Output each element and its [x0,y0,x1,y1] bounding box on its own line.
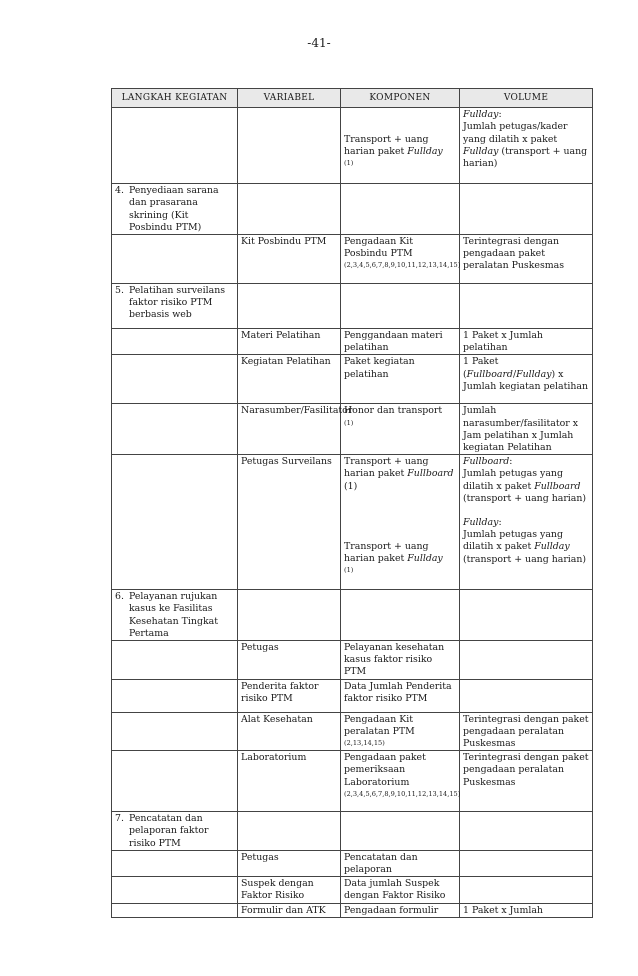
cell-volume [460,679,593,712]
komponen-text: Penggandaan materi pelatihan [344,330,443,354]
cell-volume [460,641,593,680]
cell-volume [460,355,593,404]
table-row [112,404,593,455]
cell-langkah-kegiatan [112,903,238,917]
header-langkah-kegiatan: LANGKAH KEGIATAN [112,89,238,108]
cell-volume [460,751,593,812]
volume-text: Terintegrasi dengan pengadaan paket peralatan Puskesmas [463,236,565,272]
step-text: Penyediaan sarana dan prasarana skrining (Kit Posbindu PTM) [129,185,219,233]
cell-komponen [341,877,460,903]
cell-komponen [341,184,460,235]
table-row [112,284,593,329]
komponen-text: Data Jumlah Penderita faktor risiko PTM [344,680,452,704]
table-header-row [112,89,593,108]
komponen-footnote-ref: (2,13,14,15) [344,739,385,748]
cell-langkah-kegiatan [112,641,238,680]
table-row [112,812,593,851]
cell-variabel [238,184,341,235]
cell-komponen [341,712,460,751]
cell-volume [460,812,593,851]
cell-variabel: Narasumber/Fasilitator [238,404,341,455]
header-volume: VOLUME [460,89,593,108]
komponen-text: Pengadaan paket pemeriksaan Laboratorium [344,752,426,788]
volume-text: Fullboard: Jumlah petugas yang dilatih x paket Fullboard (transport + uang harian) [463,456,587,504]
table-row [112,590,593,641]
header-variabel: VARIABEL [238,89,341,108]
komponen-text: Transport + uang harian paket Fullday [344,133,443,157]
step-number: 6. [115,591,124,603]
komponen-footnote-ref: (2,3,4,5,6,7,8,9,10,11,12,13,14,15) [344,261,461,270]
cell-variabel: Kit Posbindu PTM [238,235,341,284]
cell-komponen [341,850,460,876]
cell-volume [460,284,593,329]
cell-volume [460,455,593,590]
cell-komponen [341,812,460,851]
table-body [112,108,593,918]
cell-volume [460,329,593,355]
cell-variabel [238,590,341,641]
cell-variabel: Penderita faktor risiko PTM [238,679,341,712]
komponen-text: Data jumlah Suspek dengan Faktor Risiko [344,878,446,902]
table-row [112,184,593,235]
cell-volume [460,903,593,917]
komponen-text: Paket kegiatan pelatihan [344,356,415,380]
volume-text: Jumlah narasumber/fasilitator x Jam pelatihan x Jumlah kegiatan Pelatihan [463,405,579,454]
komponen-text: Pengadaan formulir [344,904,439,916]
table-row [112,641,593,680]
cell-komponen [341,355,460,404]
activity-table [111,88,593,918]
komponen-footnote-ref: (2,3,4,5,6,7,8,9,10,11,12,13,14,15) [344,789,461,798]
cell-volume [460,235,593,284]
table-row [112,712,593,751]
cell-langkah-kegiatan [112,455,238,590]
cell-komponen [341,641,460,680]
cell-komponen [341,455,460,590]
cell-variabel: Petugas [238,641,341,680]
table-row [112,455,593,590]
volume-text: Terintegrasi dengan paket pengadaan peralatan Puskesmas [463,752,589,788]
cell-komponen [341,679,460,712]
komponen-text: Pencatatan dan pelaporan [344,851,418,876]
page-number: -41- [307,36,331,50]
step-text: Pencatatan dan pelaporan faktor risiko PTM [129,813,209,849]
cell-langkah-kegiatan [112,284,238,329]
komponen-text: Transport + uang harian paket Fullboard (1) [344,456,454,492]
cell-langkah-kegiatan [112,877,238,903]
cell-variabel: Laboratorium [238,751,341,812]
cell-volume [460,877,593,903]
step-number: 7. [115,813,124,825]
cell-komponen [341,590,460,641]
table-row [112,108,593,184]
cell-langkah-kegiatan [112,751,238,812]
cell-variabel [238,284,341,329]
cell-langkah-kegiatan [112,329,238,355]
komponen-text: Pengadaan Kit peralatan PTM [344,713,415,737]
cell-langkah-kegiatan [112,712,238,751]
cell-variabel: Petugas [238,850,341,876]
volume-text: 1 Paket x Jumlah pelatihan [463,330,543,354]
table-row [112,355,593,404]
step-text: Pelatihan surveilans faktor risiko PTM berbasis web [129,285,226,321]
cell-langkah-kegiatan [112,235,238,284]
table-row [112,751,593,812]
step-number: 5. [115,285,124,297]
komponen-text: Pengadaan Kit Posbindu PTM [344,236,414,260]
step-text: Pelayanan rujukan kasus ke Fasilitas Kesehatan Tingkat Pertama [129,591,218,639]
cell-variabel [238,812,341,851]
table-row [112,329,593,355]
komponen-text: Honor dan transport [344,405,443,417]
cell-volume [460,850,593,876]
cell-langkah-kegiatan [112,679,238,712]
cell-langkah-kegiatan [112,404,238,455]
step-number: 4. [115,185,124,197]
table-row [112,877,593,903]
cell-variabel: Kegiatan Pelatihan [238,355,341,404]
cell-volume [460,404,593,455]
table-row [112,903,593,917]
cell-komponen [341,329,460,355]
cell-langkah-kegiatan [112,108,238,184]
cell-volume [460,184,593,235]
cell-komponen [341,751,460,812]
cell-volume [460,712,593,751]
cell-volume [460,108,593,184]
cell-variabel: Suspek dengan Faktor Risiko [238,877,341,903]
cell-volume [460,590,593,641]
table-row [112,850,593,876]
komponen-footnote-ref: (1) [344,159,354,168]
komponen-text-2: Transport + uang harian paket Fullday [344,540,443,565]
komponen-text: Pelayanan kesehatan kasus faktor risiko PTM [344,642,445,678]
volume-text: Fullday: Jumlah petugas/kader yang dilatih x paket Fullday (transport + uang harian) [463,109,588,170]
cell-komponen [341,404,460,455]
cell-langkah-kegiatan [112,850,238,876]
cell-langkah-kegiatan [112,590,238,641]
cell-variabel: Alat Kesehatan [238,712,341,751]
cell-komponen [341,284,460,329]
header-komponen: KOMPONEN [341,89,460,108]
cell-komponen [341,108,460,184]
table-row [112,679,593,712]
cell-komponen [341,235,460,284]
komponen-footnote-ref: (1) [344,418,354,427]
komponen-footnote-ref-2: (1) [344,566,354,575]
cell-variabel: Materi Pelatihan [238,329,341,355]
cell-langkah-kegiatan [112,812,238,851]
cell-variabel: Petugas Surveilans [238,455,341,590]
volume-text-2: Fullday: Jumlah petugas yang dilatih x paket Fullday (transport + uang harian) [463,517,587,565]
volume-text: Terintegrasi dengan paket pengadaan peralatan Puskesmas [463,713,589,750]
volume-text: 1 Paket (Fullboard/Fullday) x Jumlah kegiatan pelatihan [463,356,589,392]
volume-text: 1 Paket x Jumlah [463,904,543,916]
cell-komponen [341,903,460,917]
table-row [112,235,593,284]
cell-variabel [238,108,341,184]
cell-langkah-kegiatan [112,355,238,404]
cell-variabel: Formulir dan ATK [238,903,341,917]
cell-langkah-kegiatan [112,184,238,235]
